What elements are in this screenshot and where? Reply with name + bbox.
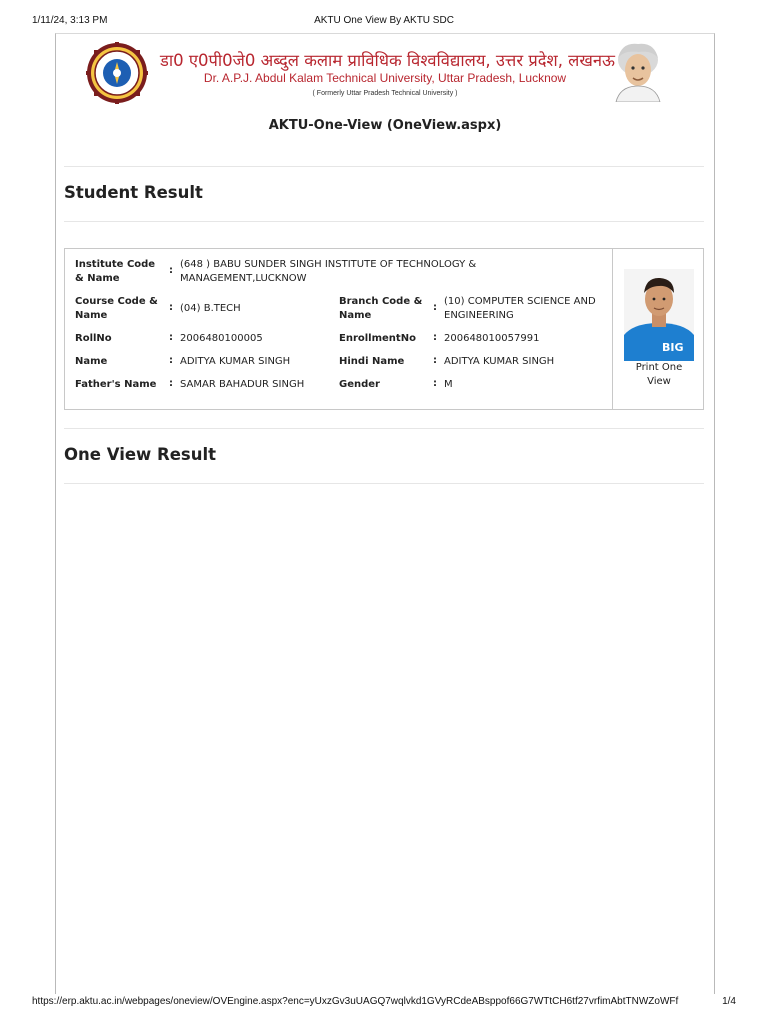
page-number: 1/4 [722, 996, 736, 1007]
print-datetime: 1/11/24, 3:13 PM [32, 15, 108, 26]
branch-value: (10) COMPUTER SCIENCE AND ENGINEERING [444, 296, 596, 321]
father-name-label: Father's Name [75, 379, 157, 390]
student-photo-image [624, 269, 694, 361]
enrollment-value: 200648010057991 [444, 333, 540, 344]
hindi-name-label: Hindi Name [339, 356, 405, 367]
divider [64, 428, 704, 429]
name-label: Name [75, 356, 108, 367]
rollno-label: RollNo [75, 333, 112, 344]
colon: : [169, 355, 173, 366]
page-title: AKTU-One-View (OneView.aspx) [268, 118, 502, 133]
colon: : [433, 302, 437, 313]
university-seal-logo [86, 42, 148, 104]
institute-value: (648 ) BABU SUNDER SINGH INSTITUTE OF TECHNOLOGY & MANAGEMENT,LUCKNOW [180, 259, 477, 284]
gender-value: M [444, 379, 453, 390]
divider [64, 166, 704, 167]
student-result-heading: Student Result [64, 183, 203, 202]
branch-label: Branch Code & Name [339, 296, 423, 321]
one-view-result-heading: One View Result [64, 445, 217, 464]
print-one-view-link[interactable]: Print One View [635, 362, 683, 387]
colon: : [169, 378, 173, 389]
university-former-name: ( Formerly Uttar Pradesh Technical University ) [312, 90, 458, 97]
colon: : [169, 265, 173, 276]
student-photo [624, 269, 694, 361]
divider [64, 483, 704, 484]
father-name-value: SAMAR BAHADUR SINGH [180, 379, 305, 390]
print-url: https://erp.aktu.ac.in/webpages/oneview/OVEngine.aspx?enc=yUxzGv3uUAGQ7wqlvkd1GVyRCdeABsppof66G7WTtCH6tf27vrfimAbtTNWZoWFf [32, 996, 679, 1007]
print-header [0, 15, 768, 29]
colon: : [169, 302, 173, 313]
institute-label: Institute Code & Name [75, 259, 156, 284]
colon: : [433, 355, 437, 366]
course-label: Course Code & Name [75, 296, 158, 321]
name-value: ADITYA KUMAR SINGH [180, 356, 291, 367]
panel-divider [612, 249, 613, 409]
shirt-print-text: BIG [662, 341, 684, 354]
rollno-value: 2006480100005 [180, 333, 263, 344]
colon: : [433, 332, 437, 343]
university-name-english: Dr. A.P.J. Abdul Kalam Technical University, Uttar Pradesh, Lucknow [203, 71, 567, 85]
gender-label: Gender [339, 379, 380, 390]
divider [64, 221, 704, 222]
course-value: (04) B.TECH [180, 303, 241, 314]
hindi-name-value: ADITYA KUMAR SINGH [444, 356, 555, 367]
print-doc-title: AKTU One View By AKTU SDC [314, 15, 454, 26]
university-name-hindi: डा0 ए0पी0जे0 अब्दुल कलाम प्राविधिक विश्वविद्यालय, उत्तर प्रदेश, लखनऊ [160, 51, 615, 70]
enrollment-label: EnrollmentNo [339, 333, 416, 344]
founder-portrait-image [612, 40, 664, 102]
colon: : [169, 332, 173, 343]
page-frame [55, 33, 715, 994]
print-footer [0, 996, 768, 1010]
colon: : [433, 378, 437, 389]
